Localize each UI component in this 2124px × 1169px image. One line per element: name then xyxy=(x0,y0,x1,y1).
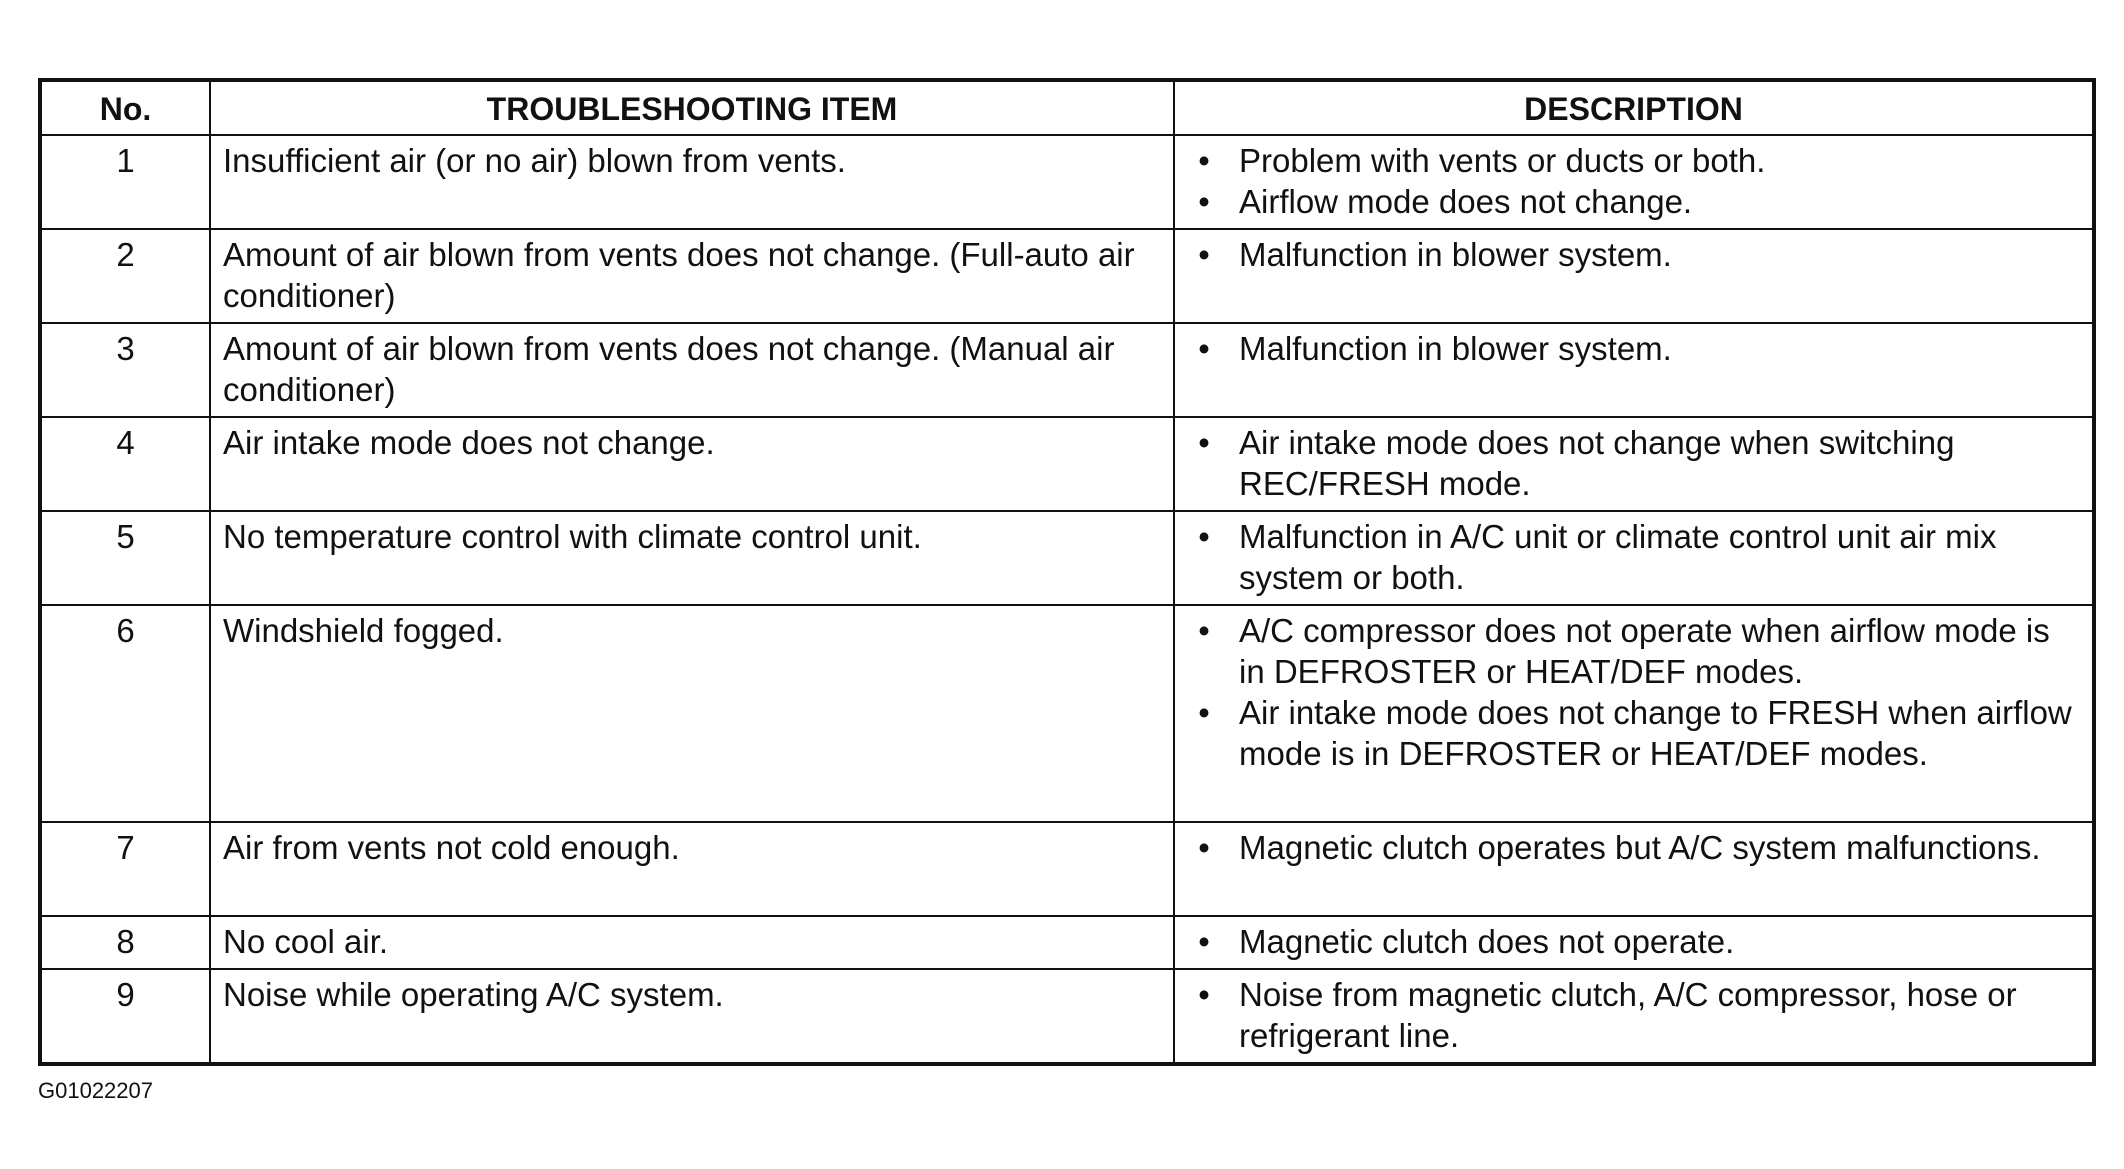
column-header-description: DESCRIPTION xyxy=(1174,80,2094,135)
row-number: 6 xyxy=(40,605,210,822)
column-header-no: No. xyxy=(40,80,210,135)
bullet-icon: • xyxy=(1198,183,1210,220)
description-text: Noise from magnetic clutch, A/C compressor, hose or refrigerant line. xyxy=(1239,976,2017,1054)
table-row xyxy=(40,135,2094,229)
troubleshooting-sheet xyxy=(38,78,2092,1066)
description-list xyxy=(1187,921,2080,962)
table-row xyxy=(40,323,2094,417)
row-number: 1 xyxy=(40,135,210,229)
description-bullet xyxy=(1187,974,2080,1056)
description-text: Magnetic clutch operates but A/C system malfunctions. xyxy=(1239,829,2041,866)
row-number: 3 xyxy=(40,323,210,417)
table-row xyxy=(40,511,2094,605)
bullet-icon: • xyxy=(1198,976,1210,1013)
description-bullet xyxy=(1187,921,2080,962)
description-bullet xyxy=(1187,422,2080,504)
table-header-row xyxy=(40,80,2094,135)
bullet-icon: • xyxy=(1198,142,1210,179)
troubleshooting-item: No temperature control with climate control unit. xyxy=(210,511,1174,605)
description-text: Airflow mode does not change. xyxy=(1239,183,1693,220)
description-text: Malfunction in blower system. xyxy=(1239,236,1672,273)
description-text: A/C compressor does not operate when airflow mode is in DEFROSTER or HEAT/DEF modes. xyxy=(1239,612,2050,690)
description-bullet xyxy=(1187,234,2080,275)
row-number: 2 xyxy=(40,229,210,323)
bullet-icon: • xyxy=(1198,424,1210,461)
description-cell xyxy=(1174,605,2094,822)
row-number: 4 xyxy=(40,417,210,511)
table-row xyxy=(40,916,2094,969)
bullet-icon: • xyxy=(1198,829,1210,866)
bullet-icon: • xyxy=(1198,694,1210,731)
description-cell xyxy=(1174,969,2094,1064)
troubleshooting-item: Amount of air blown from vents does not change. (Full-auto air conditioner) xyxy=(210,229,1174,323)
bullet-icon: • xyxy=(1198,518,1210,555)
description-cell xyxy=(1174,511,2094,605)
description-bullet xyxy=(1187,181,2080,222)
troubleshooting-item: Insufficient air (or no air) blown from vents. xyxy=(210,135,1174,229)
bullet-icon: • xyxy=(1198,923,1210,960)
description-list xyxy=(1187,827,2080,868)
description-text: Air intake mode does not change to FRESH when airflow mode is in DEFROSTER or HEAT/DEF modes. xyxy=(1239,694,2072,772)
row-number: 7 xyxy=(40,822,210,916)
description-list xyxy=(1187,328,2080,369)
troubleshooting-item: Air intake mode does not change. xyxy=(210,417,1174,511)
description-cell xyxy=(1174,417,2094,511)
description-bullet xyxy=(1187,328,2080,369)
description-cell xyxy=(1174,916,2094,969)
description-cell xyxy=(1174,229,2094,323)
description-bullet xyxy=(1187,516,2080,598)
description-bullet xyxy=(1187,610,2080,692)
row-number: 9 xyxy=(40,969,210,1064)
table-row xyxy=(40,417,2094,511)
description-list xyxy=(1187,140,2080,222)
description-text: Malfunction in blower system. xyxy=(1239,330,1672,367)
description-text: Magnetic clutch does not operate. xyxy=(1239,923,1735,960)
troubleshooting-item: Noise while operating A/C system. xyxy=(210,969,1174,1064)
row-number: 8 xyxy=(40,916,210,969)
description-cell xyxy=(1174,822,2094,916)
table-row xyxy=(40,605,2094,822)
table-row xyxy=(40,229,2094,323)
description-bullet xyxy=(1187,140,2080,181)
bullet-icon: • xyxy=(1198,612,1210,649)
description-cell xyxy=(1174,323,2094,417)
description-bullet xyxy=(1187,692,2080,774)
troubleshooting-item: Windshield fogged. xyxy=(210,605,1174,822)
description-list xyxy=(1187,974,2080,1056)
description-list xyxy=(1187,516,2080,598)
table-row xyxy=(40,969,2094,1064)
row-number: 5 xyxy=(40,511,210,605)
description-list xyxy=(1187,610,2080,774)
troubleshooting-item: No cool air. xyxy=(210,916,1174,969)
troubleshooting-table xyxy=(38,78,2096,1066)
description-text: Problem with vents or ducts or both. xyxy=(1239,142,1766,179)
troubleshooting-item: Air from vents not cold enough. xyxy=(210,822,1174,916)
table-row xyxy=(40,822,2094,916)
description-text: Malfunction in A/C unit or climate control unit air mix system or both. xyxy=(1239,518,1997,596)
figure-id: G01022207 xyxy=(38,1078,153,1103)
description-text: Air intake mode does not change when switching REC/FRESH mode. xyxy=(1239,424,1955,502)
column-header-troubleshooting-item: TROUBLESHOOTING ITEM xyxy=(210,80,1174,135)
description-list xyxy=(1187,234,2080,275)
bullet-icon: • xyxy=(1198,330,1210,367)
troubleshooting-item: Amount of air blown from vents does not change. (Manual air conditioner) xyxy=(210,323,1174,417)
description-bullet xyxy=(1187,827,2080,868)
bullet-icon: • xyxy=(1198,236,1210,273)
description-list xyxy=(1187,422,2080,504)
description-cell xyxy=(1174,135,2094,229)
